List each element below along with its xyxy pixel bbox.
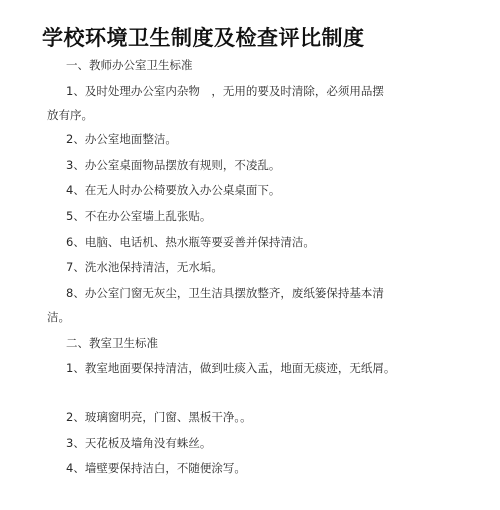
document-title: 学校环境卫生制度及检查评比制度 [42,26,365,50]
list-item: 6、电脑、电话机、热水瓶等要妥善并保持清洁。 [66,235,315,249]
list-item: 2、玻璃窗明亮，门窗、黑板干净。。 [66,410,252,424]
list-item: 2、办公室地面整洁。 [66,132,177,146]
list-item: 5、不在办公室墙上乱张贴。 [66,209,212,223]
list-item: 1、教室地面要保持清洁，做到吐痰入盂，地面无痰迹，无纸屑。 [66,361,396,375]
list-item: 8、办公室门窗无灰尘，卫生洁具摆放整齐，废纸篓保持基本清 [66,286,384,300]
list-item: 4、在无人时办公椅要放入办公桌桌面下。 [66,183,281,197]
list-item-continuation: 放有序。 [47,108,93,122]
list-item: 7、洗水池保持清洁，无水垢。 [66,260,223,274]
list-item: 4、墙壁要保持洁白，不随便涂写。 [66,461,246,475]
list-item: 3、天花板及墙角没有蛛丝。 [66,436,212,450]
section-heading-office: 一、教师办公室卫生标准 [66,58,193,72]
list-item: 1、及时处理办公室内杂物 ，无用的要及时清除，必须用品摆 [66,84,384,98]
list-item: 3、办公室桌面物品摆放有规则，不凌乱。 [66,158,281,172]
list-item-continuation: 洁。 [47,310,70,324]
section-heading-classroom: 二、教室卫生标准 [66,336,158,350]
